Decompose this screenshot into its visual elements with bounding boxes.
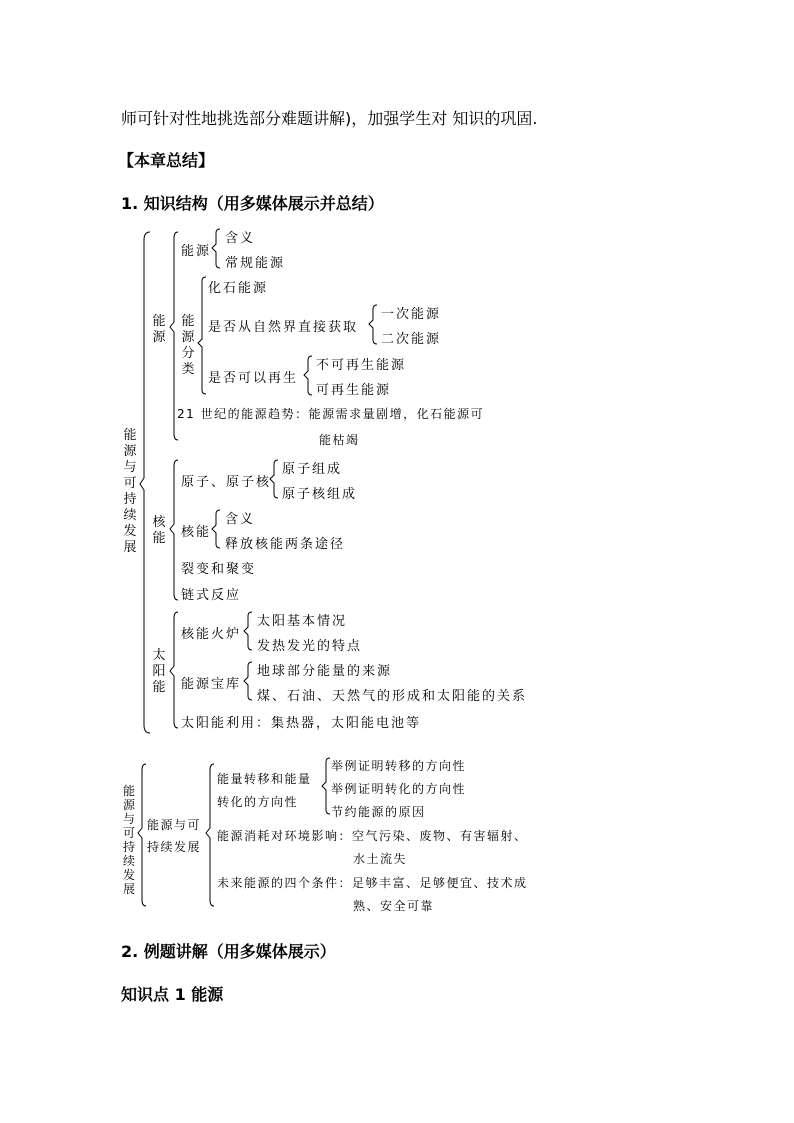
tree1-solar-label: 太阳能 (152, 648, 166, 695)
tree1-nucenergy-item-2: 释放核能两条途径 (225, 537, 346, 552)
tree1-furnace-item-2: 发热发光的特点 (257, 639, 363, 654)
tree2-future-line-1: 未来能源的四个条件：足够丰富、足够便宜、技术成 (217, 876, 528, 890)
tree1-furnace-label: 核能火炉 (181, 627, 242, 642)
tree1-nucenergy-label: 核能 (181, 525, 212, 540)
heading-knowledge-structure: 1. 知识结构（用多媒体展示并总结） (121, 194, 384, 213)
tree1-treasury-label: 能源宝库 (181, 677, 242, 692)
tree1-nucenergy-item-1: 含义 (225, 512, 256, 527)
tree2-direction-item-1: 举例证明转移的方向性 (331, 759, 467, 773)
heading-knowledge-point-1: 知识点 1 能源 (121, 985, 224, 1004)
tree1-fossil-energy: 化石能源 (208, 281, 269, 296)
tree1-energy-def-label: 能源 (181, 244, 212, 259)
tree1-atom-item-2: 原子核组成 (282, 487, 358, 502)
tree2-root-label: 能源与可持续发展 (122, 784, 135, 896)
tree1-renewable-label: 是否可以再生 (208, 371, 299, 386)
tree2-environment-line-1: 能源消耗对环境影响：空气污染、废物、有害辐射、 (217, 829, 528, 843)
tree2-sub-line-1: 能源与可 (147, 818, 202, 832)
tree1-root-label: 能源与可持续发展 (123, 428, 137, 555)
intro-paragraph: 师可针对性地挑选部分难题讲解)，加强学生对 知识的巩固. (121, 109, 538, 128)
tree1-natural-item-1: 一次能源 (381, 307, 442, 322)
tree1-energy-def-item-1: 含义 (225, 231, 256, 246)
tree2-direction-item-2: 举例证明转化的方向性 (331, 782, 467, 796)
tree1-energy-def-item-2: 常规能源 (225, 256, 286, 271)
tree2-direction-line-1: 能量转移和能量 (217, 772, 312, 786)
tree1-chain-reaction: 链式反应 (181, 588, 242, 603)
tree1-renewable-item-1: 不可再生能源 (316, 358, 407, 373)
tree1-classify-label: 能源分类 (181, 314, 195, 377)
tree1-fission-fusion: 裂变和聚变 (181, 562, 257, 577)
heading-example-explanation: 2. 例题讲解（用多媒体展示） (121, 942, 336, 961)
tree2-direction-line-2: 转化的方向性 (217, 795, 299, 809)
tree1-renewable-item-2: 可再生能源 (316, 383, 392, 398)
tree1-natural-item-2: 二次能源 (381, 332, 442, 347)
tree1-treasury-item-1: 地球部分能量的来源 (257, 664, 393, 679)
tree2-sub-line-2: 持续发展 (147, 840, 202, 854)
section-title: 【本章总结】 (118, 151, 215, 170)
tree2-environment-line-2: 水土流失 (353, 852, 408, 866)
tree1-atom-item-1: 原子组成 (282, 462, 343, 477)
tree1-energy-label: 能源 (152, 314, 166, 345)
tree1-treasury-item-2: 煤、石油、天然气的形成和太阳能的关系 (257, 689, 528, 704)
tree1-solar-use: 太阳能利用：集热器，太阳能电池等 (181, 716, 422, 731)
tree1-natural-label: 是否从自然界直接获取 (208, 320, 359, 335)
tree1-atom-label: 原子、原子核 (181, 475, 272, 490)
tree1-trend-line-2: 能枯竭 (319, 433, 360, 447)
tree2-future-line-2: 熟、安全可靠 (353, 899, 435, 913)
tree1-nuclear-label: 核能 (152, 515, 166, 546)
tree1-trend-line-1: 21 世纪的能源趋势：能源需求量剧增，化石能源可 (177, 407, 485, 421)
tree2-direction-item-3: 节约能源的原因 (331, 805, 426, 819)
tree1-furnace-item-1: 太阳基本情况 (257, 614, 348, 629)
